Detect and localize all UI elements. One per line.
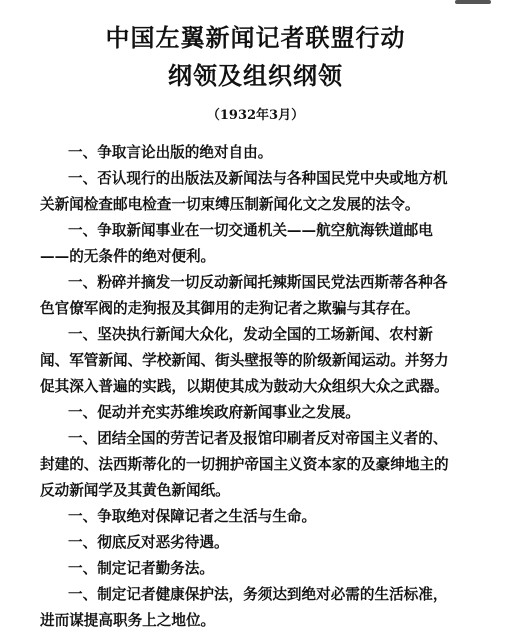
- scan-mark: [455, 0, 491, 4]
- paragraph-line: 封建的、法西斯蒂化的一切拥护帝国主义资本家的及豪绅地主的: [40, 456, 449, 473]
- paragraph-line: 一、制定记者勤务法。: [68, 560, 214, 577]
- paragraph-line: 一、争取新闻事业在一切交通机关——航空航海铁道邮电: [68, 222, 433, 239]
- paragraph-line: 闻、军管新闻、学校新闻、街头壁报等的阶级新闻运动。并努力: [40, 352, 449, 369]
- paragraph-line: 关新闻检查邮电检查一切束缚压制新闻化文之发展的法令。: [40, 196, 420, 213]
- paragraph: [40, 218, 492, 270]
- document-date: （1932年3月）: [206, 108, 305, 123]
- paragraph-line: 反动新闻学及其黄色新闻纸。: [40, 482, 230, 499]
- paragraph-line: 色官僚军阀的走狗报及其御用的走狗记者之欺骗与其存在。: [40, 300, 420, 317]
- document-title: 中国左翼新闻记者联盟行动: [105, 23, 406, 52]
- paragraph: [40, 582, 492, 634]
- paragraph-line: 一、争取言论出版的绝对自由。: [68, 144, 273, 161]
- paragraph-line: 促其深入普遍的实践，以期使其成为鼓动大众组织大众之武器。: [40, 378, 449, 395]
- paragraph: [40, 556, 492, 582]
- paragraph-line: 一、争取绝对保障记者之生活与生命。: [68, 508, 317, 525]
- paragraph-line: 一、团结全国的劳苦记者及报馆印刷者反对帝国主义者的、: [68, 430, 448, 447]
- paragraph-line: 一、坚决执行新闻大众化，发动全国的工场新闻、农村新: [68, 326, 433, 343]
- paragraph: [40, 426, 492, 504]
- paragraph: [40, 166, 492, 218]
- paragraph: [40, 270, 492, 322]
- paragraph: [40, 530, 492, 556]
- paragraph: [40, 140, 492, 166]
- paragraph-line: 进而谋提高职务上之地位。: [40, 612, 216, 629]
- document-body: [40, 140, 492, 634]
- paragraph-line: ——的无条件的绝对便利。: [40, 248, 216, 265]
- paragraph-line: 一、粉碎并摘发一切反动新闻托辣斯国民党法西斯蒂各种各: [68, 274, 448, 291]
- paragraph: [40, 322, 492, 400]
- paragraph: [40, 400, 492, 426]
- paragraph-line: 一、否认现行的出版法及新闻法与各种国民党中央或地方机: [68, 170, 448, 187]
- paragraph-line: 一、促动并充实苏维埃政府新闻事业之发展。: [68, 404, 360, 421]
- paragraph: [40, 504, 492, 530]
- document-subtitle: 纲领及组织纲领: [168, 61, 343, 90]
- paragraph-line: 一、彻底反对恶劣待遇。: [68, 534, 229, 551]
- paragraph-line: 一、制定记者健康保护法，务须达到绝对必需的生活标准，: [68, 586, 448, 603]
